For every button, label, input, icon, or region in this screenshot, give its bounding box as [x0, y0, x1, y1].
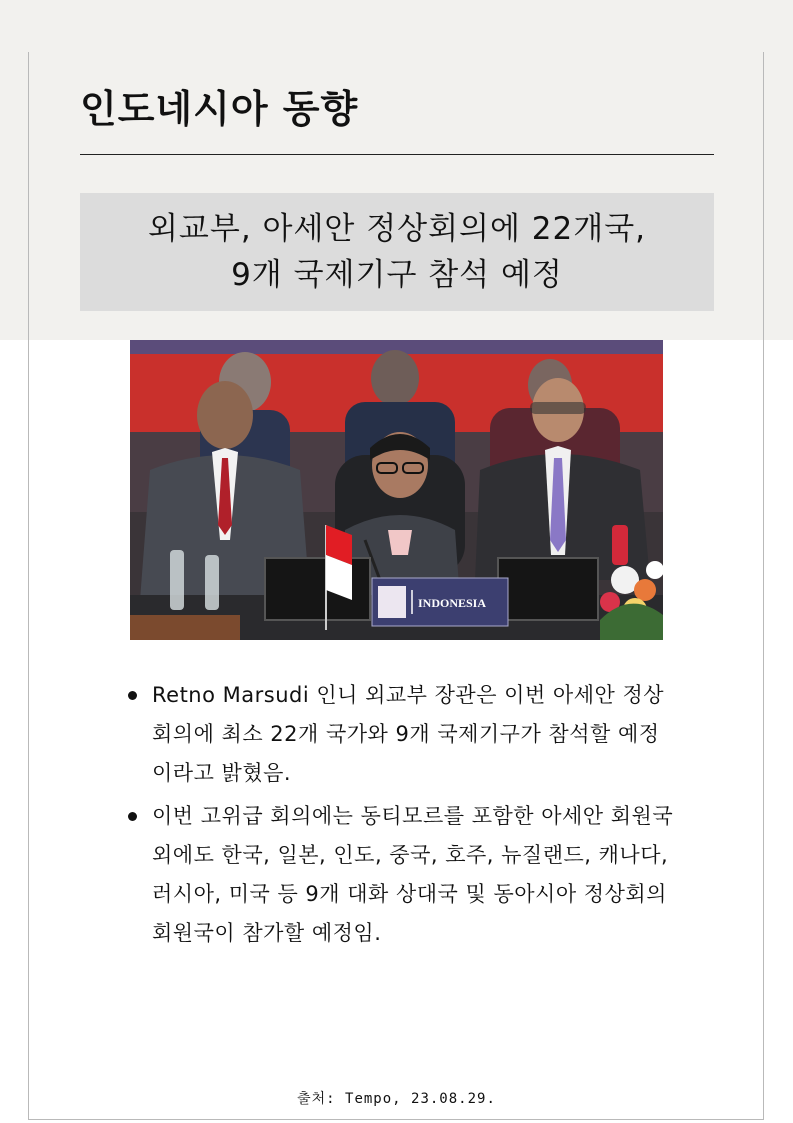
headline-box	[80, 193, 714, 311]
headline-line-1: 외교부, 아세안 정상회의에 22개국,	[147, 211, 646, 247]
bullet-dot	[128, 691, 137, 700]
source-credit: 출처: Tempo, 23.08.29.	[297, 1091, 496, 1107]
summit-photo-illustration	[130, 340, 663, 640]
summit-photo	[130, 340, 663, 640]
bullet-text: Retno Marsudi 인니 외교부 장관은 이번 아세안 정상회의에 최소 22개 국가와 9개 국제기구가 참석할 예정이라고 밝혔음.	[152, 683, 665, 785]
headline	[148, 206, 646, 298]
headline-line-2: 9개 국제기구 참석 예정	[231, 257, 563, 293]
bullet-item	[120, 797, 680, 953]
title-divider	[80, 154, 714, 155]
bullet-item	[120, 676, 680, 793]
nameplate-label: INDONESIA	[417, 596, 487, 610]
bullet-list	[120, 676, 680, 957]
bullet-text: 이번 고위급 회의에는 동티모르를 포함한 아세안 회원국 외에도 한국, 일본, 인도, 중국, 호주, 뉴질랜드, 캐나다, 러시아, 미국 등 9개 대화 상대국 및 동아시아 정상회의 회원국이 참가할 예정임.	[152, 804, 674, 945]
page-title: 인도네시아 동향	[80, 87, 359, 131]
bullet-dot	[128, 812, 137, 821]
